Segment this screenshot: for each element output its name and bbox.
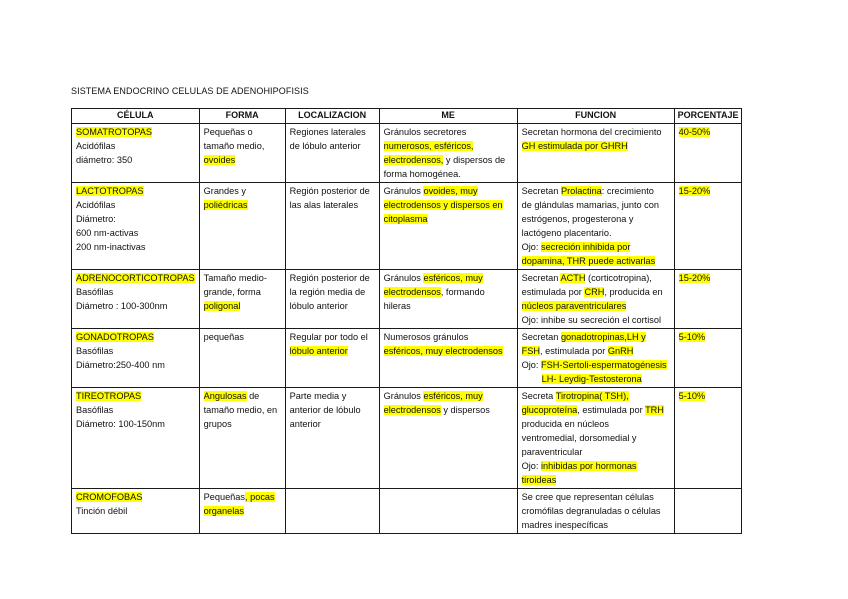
cell-line [76, 212, 195, 226]
cell-line [522, 184, 670, 198]
cell-line [204, 490, 281, 504]
cell-text: Diámetro : 100-300nm [76, 301, 168, 311]
cell-text: estrógenos, progesterona y [521, 214, 634, 224]
cell-forma [199, 329, 285, 388]
highlighted-text: FSH [521, 346, 540, 356]
highlighted-text: CROMOFOBAS [76, 492, 143, 502]
cell-me [379, 183, 517, 270]
cell-line [204, 389, 281, 403]
cell-line [522, 445, 670, 459]
cell-text: Basófilas [76, 405, 114, 415]
cell-text: grande, forma [203, 287, 261, 297]
cell-line [384, 271, 513, 285]
cell-celula [72, 489, 200, 534]
cell-line [76, 504, 195, 518]
cell-porcentaje [674, 124, 742, 183]
cell-text: Ojo: [521, 360, 542, 370]
table-row [72, 124, 742, 183]
cell-text: Pequeñas o [203, 127, 253, 137]
cell-line [384, 139, 513, 153]
highlighted-text: esféricos, muy electrodensos [383, 346, 503, 356]
cell-line [522, 254, 670, 268]
cell-line [204, 139, 281, 153]
highlighted-text: Prolactina [560, 186, 602, 196]
cell-line [679, 125, 738, 139]
table-row [72, 329, 742, 388]
highlighted-text: GnRH [607, 346, 634, 356]
cell-me [379, 124, 517, 183]
table-header-row [72, 109, 742, 124]
cell-line [522, 372, 670, 386]
document-title: SISTEMA ENDOCRINO CELULAS DE ADENOHIPOFISIS [71, 86, 309, 96]
header-forma: FORMA [199, 109, 285, 124]
cell-line [522, 198, 670, 212]
highlighted-text: Tirotropina( TSH), [555, 391, 629, 401]
cell-line [522, 417, 670, 431]
cell-text: de glándulas mamarias, junto con [521, 200, 659, 210]
cell-text: , estimulada por [539, 346, 608, 356]
highlighted-text: poliédricas [203, 200, 248, 210]
highlighted-text: inhibidas por hormonas [541, 461, 637, 471]
cell-celula [72, 329, 200, 388]
cell-text: cromófilas degranuladas o células [521, 506, 661, 516]
highlighted-text: tiroideas [521, 475, 557, 485]
cell-line [76, 271, 195, 285]
cell-line [522, 518, 670, 532]
highlighted-text: esféricos, muy [423, 273, 483, 283]
cell-funcion [517, 124, 674, 183]
cell-text: Región posterior de [289, 273, 370, 283]
cell-text: de lóbulo anterior [289, 141, 361, 151]
highlighted-text: núcleos paraventriculares [521, 301, 627, 311]
table-body [72, 124, 742, 534]
cell-funcion [517, 489, 674, 534]
highlighted-text: ADRENOCORTICOTROPAS [76, 273, 195, 283]
cell-line [290, 198, 375, 212]
cell-text: Diámetro: 100-150nm [76, 419, 165, 429]
highlighted-text: GONADOTROPAS [76, 332, 154, 342]
cell-text: Regiones laterales [289, 127, 366, 137]
cell-line [522, 344, 670, 358]
highlighted-text: ovoides [203, 155, 236, 165]
table-row [72, 489, 742, 534]
cell-line [204, 184, 281, 198]
cell-me [379, 329, 517, 388]
cell-funcion [517, 183, 674, 270]
cell-text: las alas laterales [289, 200, 359, 210]
cell-line [290, 299, 375, 313]
highlighted-text: TRH [645, 405, 664, 415]
cell-line [76, 490, 195, 504]
cell-line [679, 389, 738, 403]
cell-line [522, 125, 670, 139]
cell-line [290, 403, 375, 417]
cell-line [76, 330, 195, 344]
cell-text: Diámetro:250-400 nm [76, 360, 165, 370]
cell-line [384, 167, 513, 181]
cell-me [379, 270, 517, 329]
cell-text: Secretan [521, 273, 561, 283]
cell-text: Acidófilas [76, 141, 116, 151]
highlighted-text: ACTH [560, 273, 586, 283]
cell-line [204, 153, 281, 167]
table-row [72, 388, 742, 489]
cell-localizacion [285, 489, 379, 534]
cell-forma [199, 489, 285, 534]
cell-line [290, 125, 375, 139]
cell-localizacion [285, 388, 379, 489]
cell-celula [72, 388, 200, 489]
cell-text: forma homogénea. [383, 169, 461, 179]
cell-line [384, 184, 513, 198]
cell-line [76, 299, 195, 313]
cell-line [522, 389, 670, 403]
highlighted-text: poligonal [203, 301, 241, 311]
cell-localizacion [285, 124, 379, 183]
cell-text: lactógeno placentario. [521, 228, 612, 238]
cell-text: paraventricular [521, 447, 583, 457]
cell-text: lóbulo anterior [289, 301, 348, 311]
cell-line [204, 125, 281, 139]
cell-porcentaje [674, 270, 742, 329]
cell-line [290, 271, 375, 285]
cell-text: Pequeñas [203, 492, 245, 502]
cell-line [290, 330, 375, 344]
cell-text: , estimulada por [577, 405, 646, 415]
cell-line [522, 504, 670, 518]
cell-celula [72, 270, 200, 329]
cell-line [384, 125, 513, 139]
cell-line [290, 285, 375, 299]
cell-localizacion [285, 183, 379, 270]
cell-line [76, 139, 195, 153]
cell-line [76, 285, 195, 299]
cell-line [522, 139, 670, 153]
highlighted-text: numerosos, esféricos, [383, 141, 474, 151]
highlighted-text: 40-50% [678, 127, 711, 137]
cell-line [522, 226, 670, 240]
cell-funcion [517, 388, 674, 489]
cell-localizacion [285, 270, 379, 329]
cell-line [522, 431, 670, 445]
highlighted-text: secreción inhibida por [541, 242, 631, 252]
cell-text: Región posterior de [289, 186, 370, 196]
cell-celula [72, 124, 200, 183]
cell-text: Gránulos [383, 391, 424, 401]
cell-text: Gránulos [383, 273, 424, 283]
cell-text: diámetro: 350 [76, 155, 133, 165]
highlighted-text: lóbulo anterior [289, 346, 348, 356]
highlighted-text: citoplasma [383, 214, 428, 224]
cell-text: la región media de [289, 287, 366, 297]
cell-line [384, 198, 513, 212]
cell-line [76, 198, 195, 212]
cell-text: anterior de lóbulo [289, 405, 361, 415]
table-row [72, 183, 742, 270]
cell-line [76, 226, 195, 240]
cell-forma [199, 388, 285, 489]
header-porcentaje: PORCENTAJE [674, 109, 742, 124]
highlighted-text: Angulosas [203, 391, 247, 401]
cell-text: producida en núcleos [521, 419, 609, 429]
cell-line [384, 153, 513, 167]
cell-text: Secretan [521, 186, 561, 196]
cell-text: tamaño medio, [203, 141, 265, 151]
cell-line [76, 184, 195, 198]
highlighted-text: esféricos, muy [423, 391, 483, 401]
header-localizacion: LOCALIZACION [285, 109, 379, 124]
cell-line [384, 330, 513, 344]
cell-text: y dispersos [440, 405, 490, 415]
highlighted-text: , pocas [245, 492, 275, 502]
cell-line [522, 473, 670, 487]
header-funcion: FUNCION [517, 109, 674, 124]
cell-text: 200 nm-inactivas [76, 242, 146, 252]
cell-line [290, 184, 375, 198]
highlighted-text: LH- Leydig-Testosterona [541, 374, 642, 384]
highlighted-text: ovoides, muy [423, 186, 478, 196]
cell-line [290, 344, 375, 358]
cell-porcentaje [674, 183, 742, 270]
cell-line [204, 504, 281, 518]
cell-line [204, 285, 281, 299]
cell-line [522, 240, 670, 254]
cell-line [290, 139, 375, 153]
cell-text: Gránulos secretores [383, 127, 467, 137]
highlighted-text: electrodensos y dispersos en [383, 200, 503, 210]
table-row [72, 270, 742, 329]
cell-text: 600 nm-activas [76, 228, 139, 238]
cell-text: anterior [289, 419, 321, 429]
cell-text: Ojo: [521, 242, 542, 252]
cell-text: , producida en [604, 287, 663, 297]
cell-line [679, 184, 738, 198]
cell-text: Regular por todo el [289, 332, 368, 342]
cell-text: Tamaño medio- [203, 273, 267, 283]
cell-text: Tinción débil [76, 506, 128, 516]
cell-text: (corticotropina), [585, 273, 652, 283]
cell-funcion [517, 270, 674, 329]
cell-line [76, 417, 195, 431]
cell-line [204, 403, 281, 417]
cell-localizacion [285, 329, 379, 388]
highlighted-text: electrodensos [383, 405, 441, 415]
header-celula: CÉLULA [72, 109, 200, 124]
cell-line [76, 240, 195, 254]
cell-line [522, 403, 670, 417]
cell-line [76, 403, 195, 417]
highlighted-text: 15-20% [678, 273, 711, 283]
cell-line [290, 389, 375, 403]
highlighted-text: LACTOTROPAS [76, 186, 144, 196]
highlighted-text: organelas [203, 506, 244, 516]
cell-text: , formando [440, 287, 485, 297]
cell-line [290, 417, 375, 431]
cell-text: Basófilas [76, 287, 114, 297]
cell-porcentaje [674, 329, 742, 388]
highlighted-text: CRH [584, 287, 605, 297]
cell-text: Secretan [521, 332, 561, 342]
cell-text: Acidófilas [76, 200, 116, 210]
cell-text: Se cree que representan células [521, 492, 654, 502]
cell-line [679, 330, 738, 344]
cell-text: Gránulos [383, 186, 424, 196]
cell-celula [72, 183, 200, 270]
cell-line [204, 198, 281, 212]
cell-text: tamaño medio, en [203, 405, 278, 415]
highlighted-text: GH estimulada por GHRH [521, 141, 628, 151]
cell-line [384, 299, 513, 313]
highlighted-text: 15-20% [678, 186, 711, 196]
cell-line [204, 417, 281, 431]
cell-text: madres inespecíficas [521, 520, 608, 530]
cell-text: de [246, 391, 260, 401]
cell-line [522, 271, 670, 285]
cell-text: pequeñas [203, 332, 244, 342]
cell-forma [199, 270, 285, 329]
cell-line [384, 212, 513, 226]
highlighted-text: SOMATROTOPAS [76, 127, 153, 137]
cell-text: estimulada por [521, 287, 585, 297]
cell-text: Parte media y [289, 391, 347, 401]
adenohipofisis-table [71, 108, 742, 534]
highlighted-text: TIREOTROPAS [76, 391, 142, 401]
cell-line [204, 330, 281, 344]
cell-line [384, 389, 513, 403]
cell-funcion [517, 329, 674, 388]
cell-text: ventromedial, dorsomedial y [521, 433, 637, 443]
cell-line [522, 285, 670, 299]
cell-forma [199, 124, 285, 183]
cell-line [522, 299, 670, 313]
highlighted-text: 5-10% [678, 332, 706, 342]
highlighted-text: electrodensos [383, 287, 441, 297]
cell-line [522, 313, 670, 327]
cell-line [204, 299, 281, 313]
cell-me [379, 388, 517, 489]
cell-text: Secretan hormona del crecimiento [521, 127, 662, 137]
cell-line [384, 344, 513, 358]
highlighted-text: glucoproteína [521, 405, 578, 415]
cell-line [76, 153, 195, 167]
cell-forma [199, 183, 285, 270]
cell-text: : crecimiento [601, 186, 654, 196]
cell-line [204, 271, 281, 285]
highlighted-text: FSH-Sertoli-espermatogénesis [541, 360, 667, 370]
cell-line [76, 389, 195, 403]
cell-line [76, 125, 195, 139]
header-me: ME [379, 109, 517, 124]
cell-text: grupos [203, 419, 232, 429]
cell-line [384, 403, 513, 417]
cell-text: Diámetro: [76, 214, 116, 224]
cell-me [379, 489, 517, 534]
cell-text: y dispersos de [443, 155, 506, 165]
cell-text: hileras [383, 301, 411, 311]
highlighted-text: 5-10% [678, 391, 706, 401]
highlighted-text: electrodensos, [383, 155, 444, 165]
cell-line [522, 490, 670, 504]
highlighted-text: gonadotropinas,LH y [560, 332, 646, 342]
cell-text: Ojo: [521, 461, 542, 471]
cell-text: Ojo: inhibe su secreción el cortisol [521, 315, 662, 325]
highlighted-text: dopamina, THR puede activarlas [521, 256, 656, 266]
cell-text: Numerosos gránulos [383, 332, 469, 342]
cell-text: Grandes y [203, 186, 246, 196]
cell-text: Secreta [521, 391, 556, 401]
cell-line [679, 271, 738, 285]
cell-line [384, 285, 513, 299]
cell-line [522, 212, 670, 226]
cell-text: Basófilas [76, 346, 114, 356]
cell-porcentaje [674, 489, 742, 534]
cell-line [76, 358, 195, 372]
cell-porcentaje [674, 388, 742, 489]
cell-line [522, 358, 670, 372]
cell-line [76, 344, 195, 358]
cell-line [522, 330, 670, 344]
cell-line [522, 459, 670, 473]
